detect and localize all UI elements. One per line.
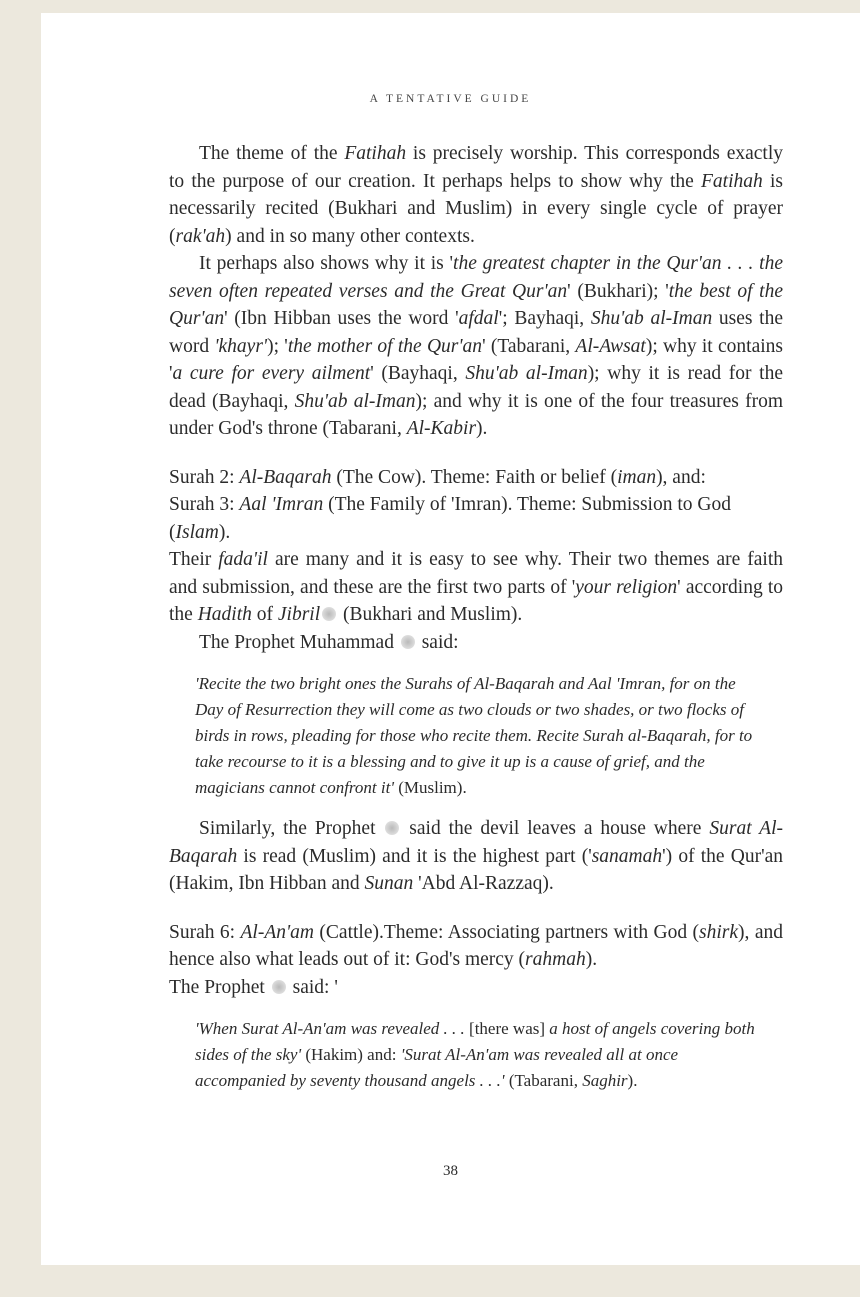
- salutation-icon: [322, 607, 336, 621]
- paragraph-baqarah-devil: Similarly, the Prophet said the devil leaves a house where Surat Al-Baqarah is read (Muslim) and it is the highest part ('sanamah') of the Qur'an (Hakim, Ibn Hibban and Sunan 'Abd Al-Razzaq).: [169, 818, 783, 894]
- page-number: 38: [443, 1163, 458, 1179]
- surah-6-heading: Surah 6: Al-An'am (Cattle).Theme: Associating partners with God (shirk), and hence also what leads out of it: God's mercy (rahmah).: [169, 921, 783, 970]
- running-head: A TENTATIVE GUIDE: [369, 93, 532, 105]
- paragraph-fadail: Their fada'il are many and it is easy to see why. Their two themes are faith and submission, and these are the first two parts of 'your religion' according to the Hadith of Jibril (Bukhari and Muslim).: [169, 549, 783, 625]
- salutation-icon: [272, 980, 286, 994]
- surah-3-heading: Surah 3: Aal 'Imran (The Family of 'Imran). Theme: Submission to God (Islam).: [169, 494, 731, 543]
- salutation-icon: [385, 821, 399, 835]
- surah-2-heading: Surah 2: Al-Baqarah (The Cow). Theme: Faith or belief (iman), and:: [169, 466, 706, 488]
- hadith-quote-anam: 'When Surat Al-An'am was revealed . . . [there was] a host of angels covering both sides of the sky' (Hakim) and: 'Surat Al-An'am was revealed all at once accompanied by seventy thousand angels . . .' (Tabarani, Saghir).: [195, 1019, 755, 1090]
- paragraph-prophet-said: The Prophet Muhammad said:: [199, 631, 459, 653]
- salutation-icon: [401, 635, 415, 649]
- paragraph-prophet-said-anam: The Prophet said: ': [169, 976, 338, 998]
- body-text: [169, 140, 783, 1108]
- hadith-quote-baqarah: 'Recite the two bright ones the Surahs of Al-Baqarah and Aal 'Imran, for on the Day of Resurrection they will come as two clouds or two shades, or two flocks of birds in rows, pleading for those who recite them. Recite Surah al-Baqarah, for to take recourse to it is a blessing and to give it up is a cause of grief, and the magicians cannot confront it' (Muslim).: [195, 674, 753, 797]
- book-page: [41, 13, 860, 1265]
- paragraph-fatihah-theme: The theme of the Fatihah is precisely worship. This corresponds exactly to the purpose of our creation. It perhaps helps to show why the Fatihah is necessarily recited (Bukhari and Muslim) in every single cycle of prayer (rak'ah) and in so many other contexts.: [169, 143, 783, 247]
- paragraph-fatihah-virtues: It perhaps also shows why it is 'the greatest chapter in the Qur'an . . . the seven often repeated verses and the Great Qur'an' (Bukhari); 'the best of the Qur'an' (Ibn Hibban uses the word 'afdal'; Bayhaqi, Shu'ab al-Iman uses the word 'khayr'); 'the mother of the Qur'an' (Tabarani, Al-Awsat); why it contains 'a cure for every ailment' (Bayhaqi, Shu'ab al-Iman); why it is read for the dead (Bayhaqi, Shu'ab al-Iman); and why it is one of the four treasures from under God's throne (Tabarani, Al-Kabir).: [169, 253, 783, 439]
